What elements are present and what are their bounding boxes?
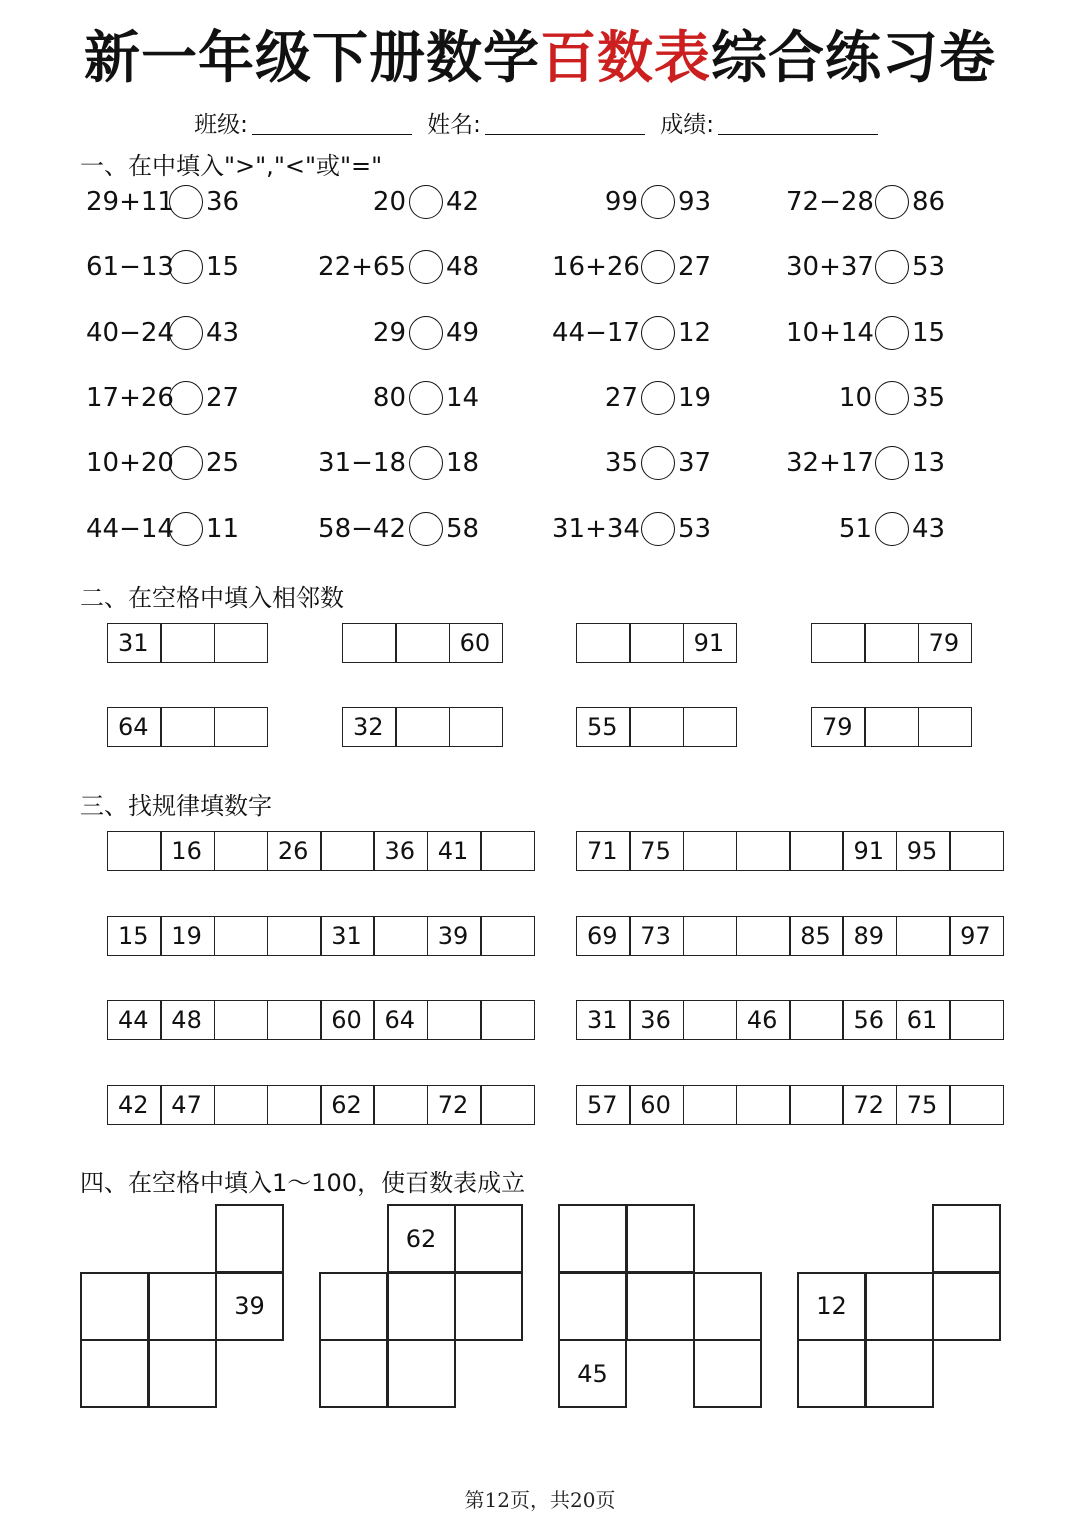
- number-cell: 39: [427, 916, 482, 956]
- number-cell[interactable]: [629, 623, 684, 663]
- comparison-item: [318, 182, 479, 222]
- answer-circle[interactable]: [875, 512, 909, 546]
- number-cell[interactable]: [949, 831, 1004, 871]
- number-cell: 71: [576, 831, 631, 871]
- number-cell: 61: [896, 1000, 951, 1040]
- grid-cell[interactable]: [148, 1339, 217, 1408]
- grid-cell[interactable]: [626, 1204, 695, 1273]
- page-footer: 第12页，共20页: [464, 1488, 616, 1512]
- answer-circle[interactable]: [169, 250, 203, 284]
- answer-circle[interactable]: [641, 446, 675, 480]
- answer-circle[interactable]: [641, 185, 675, 219]
- comparison-left: 10: [838, 382, 872, 413]
- title-part1: 新一年级下册数学: [84, 25, 540, 91]
- number-cell[interactable]: [214, 623, 269, 663]
- comparison-right: 58: [446, 513, 480, 544]
- class-label: 班级:: [194, 112, 248, 138]
- number-cell: 55: [576, 707, 631, 747]
- comparison-left: 31−18: [318, 448, 406, 479]
- comparison-left: 22+65: [318, 252, 406, 283]
- pattern-row: [107, 1085, 535, 1125]
- answer-circle[interactable]: [169, 316, 203, 350]
- grid-cell[interactable]: [80, 1339, 149, 1408]
- comparison-item: [786, 378, 945, 418]
- number-cell: 31: [107, 623, 162, 663]
- answer-circle[interactable]: [641, 316, 675, 350]
- answer-circle[interactable]: [875, 250, 909, 284]
- grid-cell: 45: [558, 1339, 627, 1408]
- answer-circle[interactable]: [409, 512, 443, 546]
- number-cell[interactable]: [949, 1085, 1004, 1125]
- number-cell[interactable]: [214, 916, 269, 956]
- comparison-right: 53: [678, 513, 712, 544]
- comparison-left: 72−28: [786, 187, 874, 217]
- grid-cell[interactable]: [148, 1272, 217, 1341]
- grid-cell[interactable]: [319, 1339, 388, 1408]
- number-cell[interactable]: [949, 1000, 1004, 1040]
- neighbor-group: [107, 623, 268, 663]
- number-cell: 75: [629, 831, 684, 871]
- number-cell: 31: [576, 1000, 631, 1040]
- answer-circle[interactable]: [169, 446, 203, 480]
- number-cell[interactable]: [214, 1000, 269, 1040]
- title-part2: 综合练习卷: [711, 25, 996, 91]
- number-cell[interactable]: [683, 1000, 738, 1040]
- section1-heading: 一、在中填入">","<"或"=": [80, 152, 383, 180]
- score-blank[interactable]: [718, 114, 878, 135]
- comparison-left: 99: [604, 187, 638, 217]
- comparison-left: 17+26: [86, 382, 174, 413]
- grid-cell[interactable]: [693, 1272, 762, 1341]
- number-cell: 79: [918, 623, 973, 663]
- number-cell: 44: [107, 1000, 162, 1040]
- comparison-item: [318, 247, 479, 287]
- comparison-left: 44−17: [552, 317, 640, 348]
- number-cell[interactable]: [789, 1085, 844, 1125]
- grid-cell[interactable]: [454, 1272, 523, 1341]
- answer-circle[interactable]: [875, 381, 909, 415]
- number-cell: 85: [789, 916, 844, 956]
- number-cell[interactable]: [683, 831, 738, 871]
- grid-cell[interactable]: [319, 1272, 388, 1341]
- comparison-right: 27: [678, 252, 712, 283]
- comparison-left: 35: [604, 448, 638, 479]
- comparison-right: 36: [206, 187, 240, 217]
- comparison-right: 25: [206, 448, 240, 479]
- comparison-left: 10+14: [786, 317, 874, 348]
- comparison-left: 16+26: [552, 252, 640, 283]
- section2-heading: 二、在空格中填入相邻数: [80, 584, 344, 612]
- grid-cell: 62: [387, 1204, 456, 1273]
- comparison-right: 86: [912, 187, 946, 217]
- comparison-item: [786, 182, 945, 222]
- section4-heading: 四、在空格中填入1～100，使百数表成立: [80, 1169, 526, 1197]
- comparison-item: [552, 182, 711, 222]
- number-cell[interactable]: [683, 1085, 738, 1125]
- comparison-left: 31+34: [552, 513, 640, 544]
- answer-circle[interactable]: [169, 512, 203, 546]
- student-info-row: [0, 106, 1080, 139]
- grid-cell[interactable]: [626, 1272, 695, 1341]
- section3-heading: 三、找规律填数字: [80, 792, 272, 820]
- number-cell[interactable]: [683, 916, 738, 956]
- number-cell[interactable]: [789, 831, 844, 871]
- pattern-row: [107, 1000, 535, 1040]
- answer-circle[interactable]: [409, 316, 443, 350]
- comparison-item: [552, 313, 711, 353]
- pattern-row: [107, 831, 535, 871]
- comparison-right: 11: [206, 513, 240, 544]
- comparison-right: 15: [206, 252, 240, 283]
- number-cell: 89: [842, 916, 897, 956]
- comparison-left: 30+37: [786, 252, 874, 283]
- page-title: [0, 14, 1080, 94]
- answer-circle[interactable]: [169, 381, 203, 415]
- number-cell: 72: [842, 1085, 897, 1125]
- comparison-right: 18: [446, 448, 480, 479]
- comparison-item: [318, 313, 479, 353]
- comparison-item: [318, 443, 479, 483]
- grid-cell[interactable]: [387, 1272, 456, 1341]
- number-cell[interactable]: [160, 707, 215, 747]
- grid-cell[interactable]: [387, 1339, 456, 1408]
- answer-circle[interactable]: [409, 446, 443, 480]
- comparison-left: 10+20: [86, 448, 174, 479]
- number-cell: 48: [160, 1000, 215, 1040]
- number-cell: 41: [427, 831, 482, 871]
- number-cell[interactable]: [373, 1085, 428, 1125]
- grid-cell[interactable]: [932, 1272, 1001, 1341]
- comparison-right: 43: [912, 513, 946, 544]
- neighbor-group: [811, 707, 972, 747]
- number-cell[interactable]: [480, 1085, 535, 1125]
- comparison-right: 48: [446, 252, 480, 283]
- answer-circle[interactable]: [169, 185, 203, 219]
- answer-circle[interactable]: [641, 250, 675, 284]
- pattern-row: [107, 916, 535, 956]
- number-cell[interactable]: [629, 707, 684, 747]
- neighbor-group: [811, 623, 972, 663]
- comparison-left: 40−24: [86, 317, 174, 348]
- class-blank[interactable]: [252, 114, 412, 135]
- number-cell[interactable]: [480, 831, 535, 871]
- answer-circle[interactable]: [409, 381, 443, 415]
- answer-circle[interactable]: [875, 316, 909, 350]
- grid-cell[interactable]: [558, 1204, 627, 1273]
- grid-cell[interactable]: [215, 1204, 284, 1273]
- number-cell: 73: [629, 916, 684, 956]
- grid-cell[interactable]: [865, 1339, 934, 1408]
- number-cell[interactable]: [918, 707, 973, 747]
- number-cell: 91: [842, 831, 897, 871]
- number-cell: 36: [373, 831, 428, 871]
- number-cell: 56: [842, 1000, 897, 1040]
- pattern-row: [576, 1000, 1004, 1040]
- comparison-item: [552, 509, 711, 549]
- comparison-item: [318, 378, 479, 418]
- number-cell: 60: [449, 623, 504, 663]
- comparison-item: [86, 378, 239, 418]
- number-cell[interactable]: [811, 623, 866, 663]
- number-cell: 32: [342, 707, 397, 747]
- number-cell[interactable]: [267, 916, 322, 956]
- grid-cell[interactable]: [932, 1204, 1001, 1273]
- grid-cell[interactable]: [865, 1272, 934, 1341]
- number-cell[interactable]: [789, 1000, 844, 1040]
- neighbor-group: [342, 623, 503, 663]
- number-cell: 19: [160, 916, 215, 956]
- number-cell[interactable]: [267, 1000, 322, 1040]
- comparison-item: [318, 509, 479, 549]
- answer-circle[interactable]: [875, 185, 909, 219]
- number-cell[interactable]: [395, 623, 450, 663]
- number-cell: 26: [267, 831, 322, 871]
- number-cell[interactable]: [864, 623, 919, 663]
- pattern-row: [576, 831, 1004, 871]
- number-cell[interactable]: [576, 623, 631, 663]
- number-cell: 95: [896, 831, 951, 871]
- grid-cell[interactable]: [80, 1272, 149, 1341]
- grid-cell[interactable]: [558, 1272, 627, 1341]
- number-cell: 47: [160, 1085, 215, 1125]
- number-cell: 75: [896, 1085, 951, 1125]
- answer-circle[interactable]: [409, 250, 443, 284]
- comparison-left: 61−13: [86, 252, 174, 283]
- number-cell: 62: [320, 1085, 375, 1125]
- number-cell[interactable]: [107, 831, 162, 871]
- number-cell: 60: [629, 1085, 684, 1125]
- comparison-item: [786, 313, 945, 353]
- comparison-item: [86, 443, 239, 483]
- number-cell: 36: [629, 1000, 684, 1040]
- number-cell[interactable]: [480, 916, 535, 956]
- comparison-right: 19: [678, 382, 712, 413]
- grid-cell: 39: [215, 1272, 284, 1341]
- number-cell[interactable]: [342, 623, 397, 663]
- neighbor-group: [576, 623, 737, 663]
- number-cell[interactable]: [214, 831, 269, 871]
- name-label: 姓名:: [427, 112, 481, 138]
- number-cell: 97: [949, 916, 1004, 956]
- comparison-right: 15: [912, 317, 946, 348]
- number-cell[interactable]: [214, 1085, 269, 1125]
- number-cell[interactable]: [373, 916, 428, 956]
- comparison-right: 53: [912, 252, 946, 283]
- comparison-left: 51: [838, 513, 872, 544]
- comparison-item: [552, 378, 711, 418]
- number-cell: 15: [107, 916, 162, 956]
- number-cell[interactable]: [864, 707, 919, 747]
- number-cell: 31: [320, 916, 375, 956]
- number-cell[interactable]: [395, 707, 450, 747]
- comparison-item: [86, 182, 239, 222]
- number-cell[interactable]: [427, 1000, 482, 1040]
- answer-circle[interactable]: [409, 185, 443, 219]
- comparison-item: [552, 247, 711, 287]
- number-cell[interactable]: [160, 623, 215, 663]
- grid-cell[interactable]: [454, 1204, 523, 1273]
- comparison-left: 32+17: [786, 448, 874, 479]
- number-cell: 91: [683, 623, 738, 663]
- number-cell: 57: [576, 1085, 631, 1125]
- number-cell[interactable]: [214, 707, 269, 747]
- answer-circle[interactable]: [875, 446, 909, 480]
- number-cell[interactable]: [267, 1085, 322, 1125]
- answer-circle[interactable]: [641, 512, 675, 546]
- comparison-right: 93: [678, 187, 712, 217]
- comparison-right: 13: [912, 448, 946, 479]
- comparison-item: [86, 247, 239, 287]
- comparison-left: 29+11: [86, 187, 174, 217]
- answer-circle[interactable]: [641, 381, 675, 415]
- neighbor-group: [342, 707, 503, 747]
- number-cell: 42: [107, 1085, 162, 1125]
- grid-cell[interactable]: [797, 1339, 866, 1408]
- comparison-item: [86, 313, 239, 353]
- number-cell: 72: [427, 1085, 482, 1125]
- number-cell[interactable]: [736, 831, 791, 871]
- comparison-left: 58−42: [318, 513, 406, 544]
- grid-cell: 12: [797, 1272, 866, 1341]
- comparison-item: [786, 247, 945, 287]
- number-cell[interactable]: [683, 707, 738, 747]
- score-label: 成绩:: [660, 112, 714, 138]
- comparison-right: 27: [206, 382, 240, 413]
- comparison-item: [86, 509, 239, 549]
- number-cell: 60: [320, 1000, 375, 1040]
- comparison-left: 80: [372, 382, 406, 413]
- number-cell: 64: [373, 1000, 428, 1040]
- number-cell[interactable]: [896, 916, 951, 956]
- neighbor-group: [107, 707, 268, 747]
- comparison-left: 20: [372, 187, 406, 217]
- number-cell[interactable]: [736, 916, 791, 956]
- title-highlight: 百数表: [540, 25, 711, 91]
- comparison-right: 35: [912, 382, 946, 413]
- name-blank[interactable]: [485, 114, 645, 135]
- comparison-left: 44−14: [86, 513, 174, 544]
- comparison-item: [552, 443, 711, 483]
- comparison-right: 14: [446, 382, 480, 413]
- number-cell[interactable]: [480, 1000, 535, 1040]
- number-cell: 79: [811, 707, 866, 747]
- pattern-row: [576, 916, 1004, 956]
- comparison-right: 49: [446, 317, 480, 348]
- comparison-right: 43: [206, 317, 240, 348]
- number-cell: 46: [736, 1000, 791, 1040]
- comparison-right: 37: [678, 448, 712, 479]
- number-cell[interactable]: [320, 831, 375, 871]
- comparison-item: [786, 509, 945, 549]
- comparison-left: 27: [604, 382, 638, 413]
- pattern-row: [576, 1085, 1004, 1125]
- number-cell: 16: [160, 831, 215, 871]
- grid-cell[interactable]: [693, 1339, 762, 1408]
- comparison-item: [786, 443, 945, 483]
- neighbor-group: [576, 707, 737, 747]
- comparison-left: 29: [372, 317, 406, 348]
- number-cell[interactable]: [449, 707, 504, 747]
- number-cell[interactable]: [736, 1085, 791, 1125]
- number-cell: 69: [576, 916, 631, 956]
- comparison-right: 12: [678, 317, 712, 348]
- number-cell: 64: [107, 707, 162, 747]
- comparison-right: 42: [446, 187, 480, 217]
